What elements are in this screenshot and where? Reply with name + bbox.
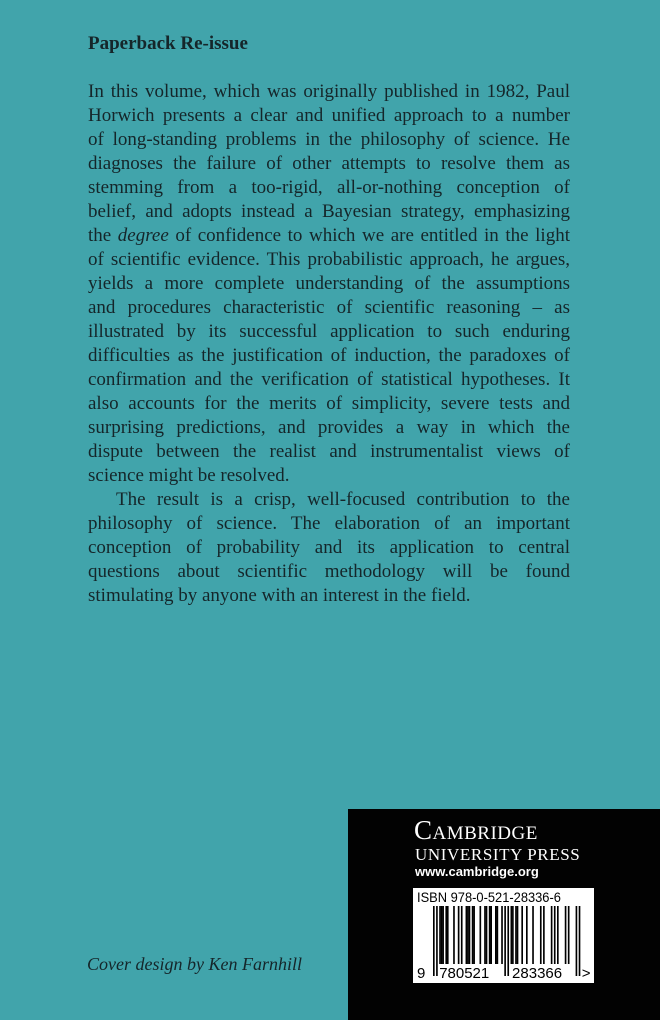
- isbn-label: ISBN 978-0-521-28336-6: [417, 889, 561, 905]
- barcode-bar: [521, 906, 523, 964]
- barcode-bar: [490, 906, 492, 964]
- text-line: stemming from a too-rigid, all-or-nothing conception of: [88, 177, 570, 198]
- barcode-bar: [441, 906, 443, 964]
- text-line: difficulties as the justification of induction, the paradoxes of: [88, 345, 570, 366]
- text-line: In this volume, which was originally published in 1982, Paul: [88, 81, 570, 102]
- barcode-bar: [445, 906, 447, 964]
- barcode-bar: [486, 906, 488, 964]
- barcode-bar: [473, 906, 475, 964]
- text-line: also accounts for the merits of simplicity, severe tests and: [88, 393, 570, 414]
- barcode-bar: [540, 906, 542, 964]
- barcode-bar: [489, 906, 491, 964]
- barcode-bar: [579, 906, 581, 976]
- barcode-bar: [576, 906, 578, 976]
- barcode-bar: [458, 906, 460, 964]
- barcode-bar: [532, 906, 534, 964]
- barcode-bar: [436, 906, 438, 976]
- text-line: of long-standing problems in the philosophy of science. He: [88, 129, 570, 150]
- publisher-logo-subname: UNIVERSITY PRESS: [415, 845, 581, 864]
- paragraph-2: [88, 488, 570, 608]
- barcode-digits: 9: [417, 965, 426, 982]
- text-segment: the: [88, 225, 118, 246]
- text-line: confirmation and the verification of statistical hypotheses. It: [88, 369, 570, 390]
- text-line: questions about scientific methodology will be found: [88, 561, 570, 582]
- barcode-bar: [517, 906, 519, 964]
- barcode-digits: 283366: [512, 965, 563, 982]
- barcode-bar: [453, 906, 455, 964]
- barcode-bar: [497, 906, 499, 964]
- barcode-bar: [480, 906, 482, 964]
- barcode-bar: [504, 906, 506, 976]
- barcode-bar: [551, 906, 553, 964]
- paragraph-1: [88, 80, 570, 488]
- barcode-bar: [466, 906, 468, 964]
- barcode-bar: [472, 906, 474, 964]
- text-line: dispute between the realist and instrumentalist views of: [88, 441, 570, 462]
- barcode-bar: [507, 906, 509, 976]
- text-segment: of confidence to which we are entitled in the light: [168, 225, 570, 246]
- barcode-bar: [433, 906, 435, 976]
- text-line: belief, and adopts instead a Bayesian strategy, emphasizing: [88, 201, 570, 222]
- barcode-bar: [495, 906, 497, 964]
- barcode-bar: [442, 906, 444, 964]
- barcode-bar: [554, 906, 556, 964]
- text-line: The result is a crisp, well-focused contribution to the: [116, 489, 570, 510]
- text-line: conception of probability and its application to central: [88, 537, 570, 558]
- barcode-bar: [439, 906, 441, 964]
- barcode-bar: [568, 906, 570, 964]
- barcode-bar: [565, 906, 567, 964]
- barcode-digits: >: [581, 965, 591, 982]
- emphasized-word: degree: [117, 225, 169, 246]
- barcode-bar: [511, 906, 513, 964]
- barcode: [413, 888, 594, 983]
- text-line: of scientific evidence. This probabilistic approach, he argues,: [88, 249, 570, 270]
- text-line: diagnoses the failure of other attempts to resolve them as: [88, 153, 570, 174]
- cover-design-credit: Cover design by Ken Farnhill: [87, 954, 302, 974]
- text-line: science might be resolved.: [88, 465, 290, 486]
- barcode-bar: [461, 906, 463, 964]
- barcode-bar: [501, 906, 503, 964]
- text-line: yields a more complete understanding of the assumptions: [88, 273, 570, 294]
- barcode-bar: [467, 906, 469, 964]
- barcode-bar: [484, 906, 486, 964]
- text-line: surprising predictions, and provides a way in which the: [88, 417, 570, 438]
- text-line: Horwich presents a clear and unified approach to a number: [88, 105, 570, 126]
- publisher-logo-name: Cambridge: [414, 815, 538, 845]
- isbn-barcode-box: [413, 888, 594, 983]
- barcode-bar: [543, 906, 545, 964]
- barcode-bar: [557, 906, 559, 964]
- text-line: [88, 224, 570, 248]
- barcode-bar: [526, 906, 528, 964]
- barcode-bar: [512, 906, 514, 964]
- text-line: philosophy of science. The elaboration of an important: [88, 513, 570, 534]
- text-line: illustrated by its successful application to such enduring: [88, 321, 570, 342]
- text-line: and procedures characteristic of scientific reasoning – as: [88, 297, 570, 318]
- barcode-bar: [469, 906, 471, 964]
- blurb: [88, 80, 570, 608]
- text-line: stimulating by anyone with an interest in the field.: [88, 585, 471, 606]
- reissue-heading: Paperback Re-issue: [88, 33, 248, 54]
- barcode-digits: 780521: [439, 965, 490, 982]
- publisher-box: [348, 809, 660, 1020]
- barcode-bar: [515, 906, 517, 964]
- publisher-url: www.cambridge.org: [415, 864, 539, 879]
- barcode-bar: [447, 906, 449, 964]
